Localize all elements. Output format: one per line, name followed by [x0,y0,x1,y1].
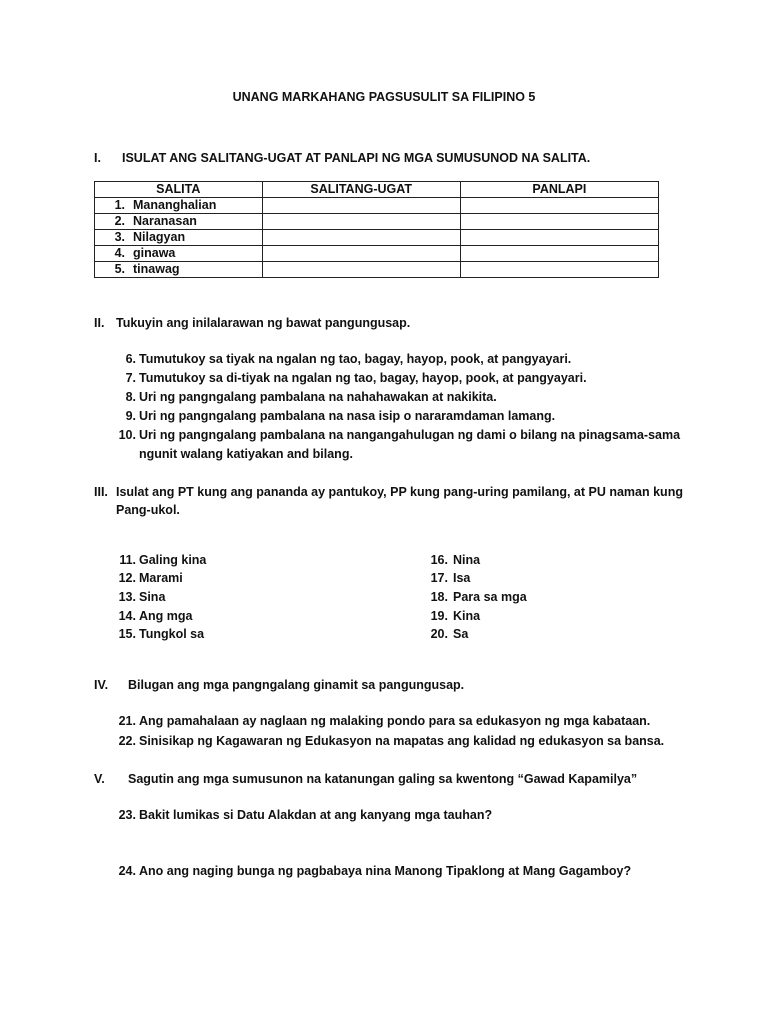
section-3-instruction-continued: Pang-ukol. [116,503,180,517]
page-title: UNANG MARKAHANG PAGSUSULIT SA FILIPINO 5 [232,90,536,104]
section-5-instruction: Sagutin ang mga sumusunon na katanungan galing sa kwentong “Gawad Kapamilya” [128,772,638,786]
word-cell [95,198,263,214]
section-2-number: II. [94,316,105,330]
item-number: 6. [125,352,136,366]
affix-answer-cell[interactable] [460,230,658,246]
row-number: 1. [114,198,125,212]
item-number: 17. [430,571,448,585]
header-panlapi: PANLAPI [460,182,658,198]
item-text: Uri ng pangngalang pambalana na nangangahulugan ng dami o bilang na pinagsama-sama [139,428,681,442]
word-text: Naranasan [133,214,197,228]
affix-answer-cell[interactable] [460,246,658,262]
item-number: 22. [118,734,136,748]
root-answer-cell[interactable] [262,246,460,262]
row-number: 3. [114,230,125,244]
item-text: Uri ng pangngalang pambalana na nahahawakan at nakikita. [139,390,497,404]
table-row [95,246,659,262]
word-table [94,181,659,278]
item-number: 24. [118,864,136,878]
item-text-continued: ngunit walang katiyakan and bilang. [139,447,353,461]
header-salita: SALITA [95,182,263,198]
section-3-instruction: Isulat ang PT kung ang pananda ay pantukoy, PP kung pang-uring pamilang, at PU naman kung [116,485,683,499]
word-text: Mananghalian [133,198,217,212]
section-2-instruction: Tukuyin ang inilalarawan ng bawat pangungusap. [116,316,411,330]
section-5-number: V. [94,772,105,786]
item-text: Marami [139,571,183,585]
row-number: 4. [114,246,125,260]
item-number: 13. [118,590,136,604]
affix-answer-cell[interactable] [460,214,658,230]
word-cell [95,214,263,230]
item-text: Isa [453,571,471,585]
item-number: 11. [119,553,136,567]
item-text: Bakit lumikas si Datu Alakdan at ang kanyang mga tauhan? [139,808,493,822]
item-number: 14. [118,609,136,623]
item-text: Para sa mga [453,590,527,604]
item-number: 7. [125,371,136,385]
item-text: Ang mga [139,609,193,623]
item-text: Uri ng pangngalang pambalana na nasa isip o nararamdaman lamang. [139,409,556,423]
item-text: Tungkol sa [139,627,205,641]
item-text: Ano ang naging bunga ng pagbabaya nina Manong Tipaklong at Mang Gagamboy? [139,864,632,878]
item-text: Tumutukoy sa di-tiyak na ngalan ng tao, bagay, hayop, pook, at pangyayari. [139,371,587,385]
row-number: 5. [114,262,125,276]
item-number: 9. [125,409,136,423]
root-answer-cell[interactable] [262,214,460,230]
section-1-number: I. [94,151,101,165]
word-cell [95,230,263,246]
root-answer-cell[interactable] [262,198,460,214]
item-number: 23. [118,808,136,822]
word-text: Nilagyan [133,230,186,244]
item-text: Galing kina [139,553,207,567]
section-4-instruction: Bilugan ang mga pangngalang ginamit sa pangungusap. [128,678,465,692]
table-row [95,230,659,246]
word-text: tinawag [133,262,180,276]
item-text: Sina [139,590,166,604]
item-text: Sinisikap ng Kagawaran ng Edukasyon na mapatas ang kalidad ng edukasyon sa bansa. [139,734,665,748]
item-number: 19. [430,609,448,623]
table-row [95,262,659,278]
item-number: 15. [118,627,136,641]
table-header-row [95,182,659,198]
row-number: 2. [114,214,125,228]
affix-answer-cell[interactable] [460,262,658,278]
root-answer-cell[interactable] [262,262,460,278]
section-4-number: IV. [94,678,109,692]
item-number: 10. [118,428,136,442]
item-number: 20. [430,627,448,641]
root-answer-cell[interactable] [262,230,460,246]
item-number: 12. [118,571,136,585]
section-1-instruction: ISULAT ANG SALITANG-UGAT AT PANLAPI NG MGA SUMUSUNOD NA SALITA. [122,151,591,165]
section-3-number: III. [94,485,108,499]
item-text: Kina [453,609,481,623]
item-text: Nina [453,553,481,567]
affix-answer-cell[interactable] [460,198,658,214]
item-number: 8. [125,390,136,404]
table-row [95,214,659,230]
item-text: Sa [453,627,469,641]
table-row [95,198,659,214]
item-number: 16. [430,553,448,567]
header-salitang-ugat: SALITANG-UGAT [262,182,460,198]
item-text: Tumutukoy sa tiyak na ngalan ng tao, bagay, hayop, pook, at pangyayari. [139,352,572,366]
word-cell [95,262,263,278]
word-cell [95,246,263,262]
item-text: Ang pamahalaan ay naglaan ng malaking pondo para sa edukasyon ng mga kabataan. [139,714,651,728]
item-number: 21. [118,714,136,728]
item-number: 18. [430,590,448,604]
word-text: ginawa [133,246,176,260]
